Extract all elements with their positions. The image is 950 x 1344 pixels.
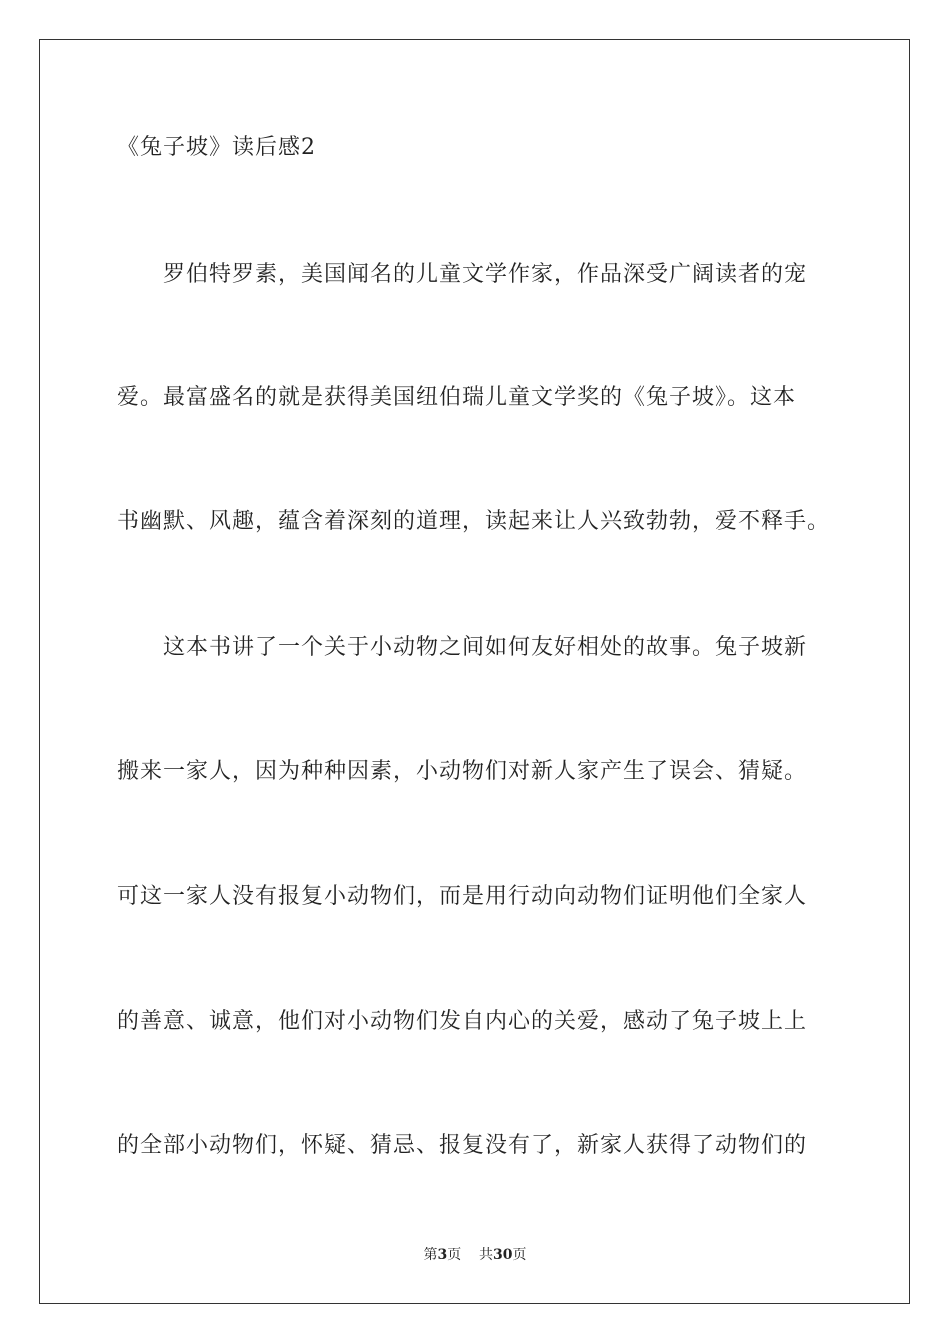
- paragraph-2-line-3: 可这一家人没有报复小动物们，而是用行动向动物们证明他们全家人: [117, 884, 808, 909]
- page-number: 3: [437, 1247, 448, 1263]
- page-suffix: 页: [447, 1247, 462, 1263]
- paragraph-1-line-2: 爱。最富盛名的就是获得美国纽伯瑞儿童文学奖的《兔子坡》。这本: [117, 385, 797, 410]
- page-border: [39, 39, 910, 1304]
- paragraph-1-line-3: 书幽默、风趣，蕴含着深刻的道理，读起来让人兴致勃勃，爱不释手。: [117, 509, 831, 534]
- paragraph-1-line-1: 罗伯特罗素，美国闻名的儿童文学作家，作品深受广阔读者的宠: [163, 262, 808, 287]
- paragraph-2-line-1: 这本书讲了一个关于小动物之间如何友好相处的故事。兔子坡新: [163, 635, 808, 660]
- document-title: 《兔子坡》读后感2: [117, 135, 316, 160]
- page-footer: [0, 1246, 950, 1264]
- total-pages: 30: [493, 1247, 513, 1263]
- paragraph-2-line-4: 的善意、诚意，他们对小动物们发自内心的关爱，感动了兔子坡上上: [117, 1009, 808, 1034]
- paragraph-2-line-5: 的全部小动物们，怀疑、猜忌、报复没有了，新家人获得了动物们的: [117, 1133, 808, 1158]
- total-suffix: 页: [512, 1247, 527, 1263]
- page-prefix: 第: [423, 1247, 438, 1263]
- total-prefix: 共: [479, 1247, 494, 1263]
- paragraph-2-line-2: 搬来一家人，因为种种因素，小动物们对新人家产生了误会、猜疑。: [117, 759, 808, 784]
